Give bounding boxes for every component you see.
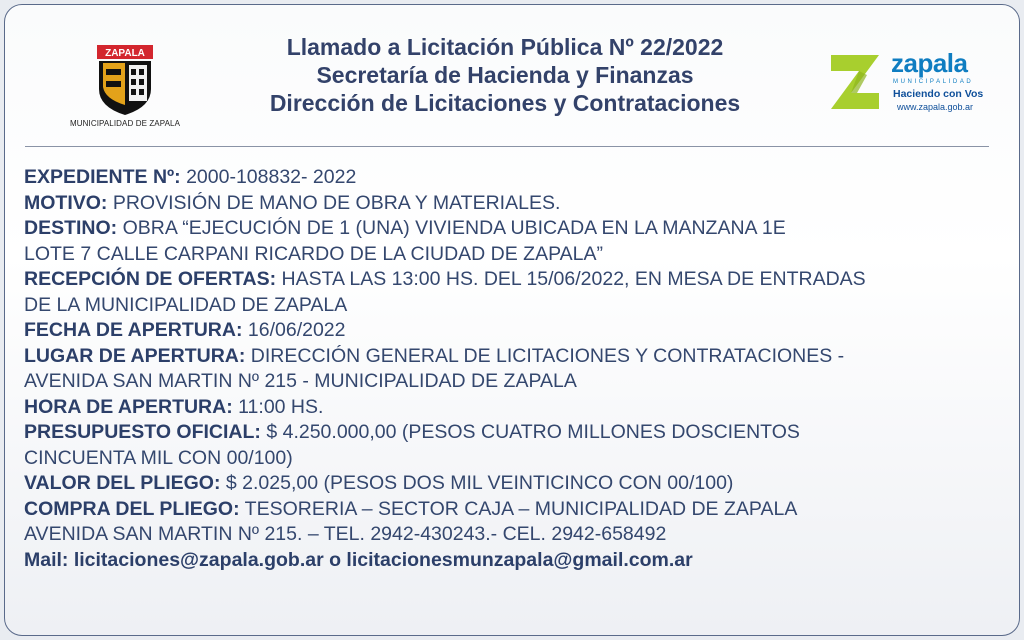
lugar-apertura-label: LUGAR DE APERTURA: [24, 344, 246, 367]
title-line-3: Dirección de Licitaciones y Contrataciones [269, 90, 741, 116]
hora-apertura-value: 11:00 HS. [232, 395, 324, 418]
municipal-logo [55, 45, 195, 135]
valor-pliego-row [24, 471, 1009, 497]
notice-body [24, 165, 1009, 573]
fecha-apertura-label: FECHA DE APERTURA: [24, 319, 243, 341]
notice-title [215, 33, 795, 117]
destino-continuation: LOTE 7 CALLE CARPANI RICARDO DE LA CIUDAD DE ZAPALA” [24, 242, 604, 265]
brand-sub: MUNICIPALIDAD [893, 79, 974, 85]
destino-label: DESTINO: [24, 217, 118, 239]
expediente-value: 2000-108832- 2022 [180, 166, 357, 188]
valor-pliego-label: VALOR DEL PLIEGO: [24, 472, 221, 494]
destino-value-line-1: OBRA “EJECUCIÓN DE 1 (UNA) VIVIENDA UBICADA EN LA MANZANA 1E [117, 217, 786, 239]
notice-header [5, 5, 1021, 145]
fecha-apertura-value: 16/06/2022 [242, 319, 346, 341]
presupuesto-label: PRESUPUESTO OFICIAL: [24, 421, 261, 443]
fecha-apertura-row [24, 318, 1009, 344]
compra-pliego-continuation: AVENIDA SAN MARTIN Nº 215. – TEL. 2942-430243.- CEL. 2942-658492 [24, 523, 667, 545]
notice-card [4, 4, 1020, 636]
motivo-row [24, 191, 1009, 217]
recepcion-row [24, 267, 1009, 293]
brand-name: zapala [891, 48, 968, 78]
municipal-crest-icon [93, 45, 157, 117]
motivo-value: PROVISIÓN DE MANO DE OBRA Y MATERIALES. [107, 191, 561, 214]
motivo-label: MOTIVO: [24, 191, 108, 214]
mail-contact[interactable]: Mail: licitaciones@zapala.gob.ar o licitacionesmunzapala@gmail.com.ar [24, 548, 693, 571]
municipal-caption: MUNICIPALIDAD DE ZAPALA [69, 119, 181, 128]
presupuesto-value-line-1: $ 4.250.000,00 (PESOS CUATRO MILLONES DOSCIENTOS [260, 421, 800, 443]
recepcion-label: RECEPCIÓN DE OFERTAS: [24, 268, 277, 290]
title-line-2: Secretaría de Hacienda y Finanzas [316, 62, 694, 88]
compra-pliego-row [24, 497, 1009, 523]
brand-slogan: Haciendo con Vos [893, 88, 984, 100]
valor-pliego-value: $ 2.025,00 (PESOS DOS MIL VEINTICINCO CON 00/100) [220, 472, 734, 494]
compra-pliego-label: COMPRA DEL PLIEGO: [24, 497, 240, 520]
lugar-apertura-row [24, 344, 1009, 370]
recepcion-value-line-1: HASTA LAS 13:00 HS. DEL 15/06/2022, EN MESA DE ENTRADAS [276, 268, 866, 290]
crest-text: ZAPALA [105, 48, 145, 59]
header-divider [25, 146, 989, 147]
presupuesto-continuation: CINCUENTA MIL CON 00/100) [24, 446, 293, 469]
zapala-z-logo-icon [827, 53, 883, 111]
expediente-row [24, 165, 1009, 191]
presupuesto-row [24, 420, 1009, 446]
destino-row [24, 216, 1009, 242]
recepcion-continuation: DE LA MUNICIPALIDAD DE ZAPALA [24, 293, 348, 316]
hora-apertura-row [24, 395, 1009, 421]
lugar-apertura-continuation: AVENIDA SAN MARTIN Nº 215 - MUNICIPALIDAD DE ZAPALA [24, 370, 577, 392]
zapala-brand-logo [827, 49, 997, 121]
title-line-1: Llamado a Licitación Pública Nº 22/2022 [286, 34, 724, 60]
hora-apertura-label: HORA DE APERTURA: [24, 395, 233, 418]
compra-pliego-value-line-1: TESORERIA – SECTOR CAJA – MUNICIPALIDAD DE ZAPALA [239, 497, 798, 520]
lugar-apertura-value-line-1: DIRECCIÓN GENERAL DE LICITACIONES Y CONTRATACIONES - [245, 344, 845, 367]
brand-url: www.zapala.gob.ar [897, 102, 974, 112]
expediente-label: EXPEDIENTE Nº: [24, 166, 181, 188]
